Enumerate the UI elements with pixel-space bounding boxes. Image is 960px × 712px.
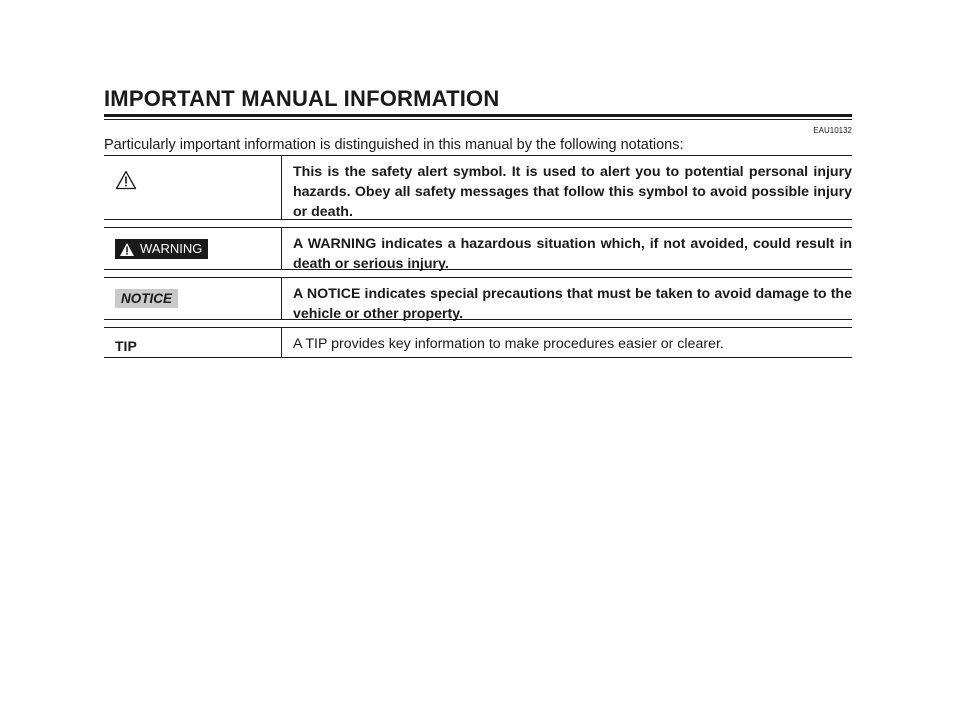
safety-alert-icon [115,170,137,190]
notation-row-notice [104,277,852,320]
notation-label-cell [104,156,282,219]
tip-description: A TIP provides key information to make procedures easier or clearer. [293,336,724,352]
document-code: EAU10132 [813,126,852,135]
notation-row-tip [104,327,852,358]
safety-alert-description: This is the safety alert symbol. It is used to alert you to potential personal injury hazards. Obey all safety messages that follow this symbol to avoid possible injury or death. [293,164,852,220]
notation-label-cell [104,328,282,357]
notation-row-safety [104,155,852,220]
title-rule-thin [104,119,852,120]
tip-label: TIP [115,338,137,354]
notice-description: A NOTICE indicates special precautions that must be taken to avoid damage to the vehicle or other property. [293,286,852,322]
notation-label-cell [104,278,282,319]
notation-label-cell [104,228,282,269]
warning-label: WARNING [140,241,203,256]
warning-triangle-icon [119,242,135,257]
title-rule [104,114,852,117]
intro-text: Particularly important information is distinguished in this manual by the following notations: [104,137,684,153]
warning-badge [115,239,208,259]
warning-description: A WARNING indicates a hazardous situation which, if not avoided, could result in death or serious injury. [293,236,852,272]
notice-badge: NOTICE [115,289,178,308]
page-title: IMPORTANT MANUAL INFORMATION [104,86,500,111]
notation-row-warning [104,227,852,270]
